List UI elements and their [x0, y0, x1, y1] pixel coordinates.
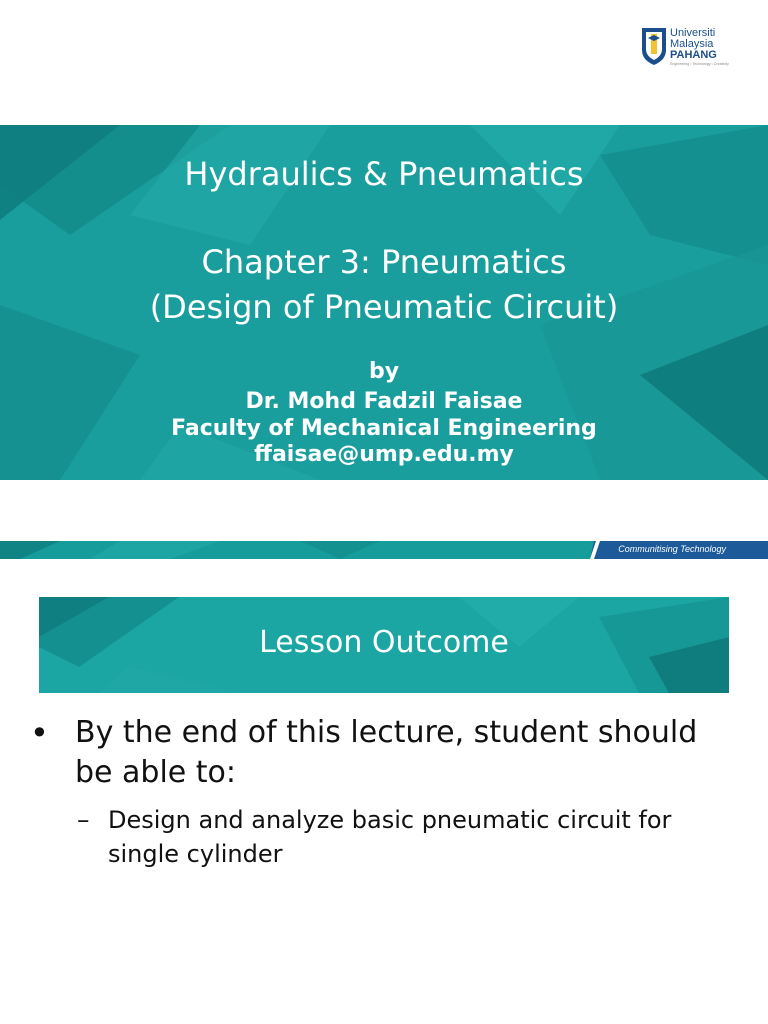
- logo-tagline: Engineering • Technology • Creativity: [670, 62, 729, 66]
- bullet-dot: •: [30, 714, 49, 752]
- sub-bullet-item: [30, 803, 730, 871]
- lesson-header: [39, 597, 729, 693]
- lesson-content: [30, 713, 730, 871]
- logo-line-1: Universiti: [670, 27, 716, 39]
- bullet-item: [30, 713, 730, 793]
- chapter-subtitle: (Design of Pneumatic Circuit): [149, 288, 619, 326]
- logo-wordmark: [670, 28, 717, 61]
- logo-line-2: Malaysia: [670, 38, 714, 50]
- sub-bullet-dash: –: [77, 805, 90, 834]
- course-title: Hydraulics & Pneumatics: [184, 155, 584, 193]
- bullet-text: By the end of this lecture, student should be able to:: [75, 715, 698, 790]
- logo-line-3: PAHANG: [670, 49, 717, 61]
- lesson-title: Lesson Outcome: [259, 625, 509, 660]
- author-by: by: [368, 359, 400, 384]
- chapter-title: Chapter 3: Pneumatics: [201, 243, 567, 281]
- author-faculty: Faculty of Mechanical Engineering: [171, 416, 597, 441]
- author-name: Dr. Mohd Fadzil Faisae: [245, 389, 523, 414]
- university-logo: [640, 26, 740, 70]
- ump-shield-icon: [640, 26, 668, 66]
- author-email: ffaisae@ump.edu.my: [254, 442, 514, 467]
- footer-tagline: Communitising Technology: [618, 544, 726, 554]
- sub-bullet-text: Design and analyze basic pneumatic circuit for single cylinder: [108, 806, 672, 868]
- title-banner: [0, 125, 768, 480]
- footer-strip: [0, 541, 768, 559]
